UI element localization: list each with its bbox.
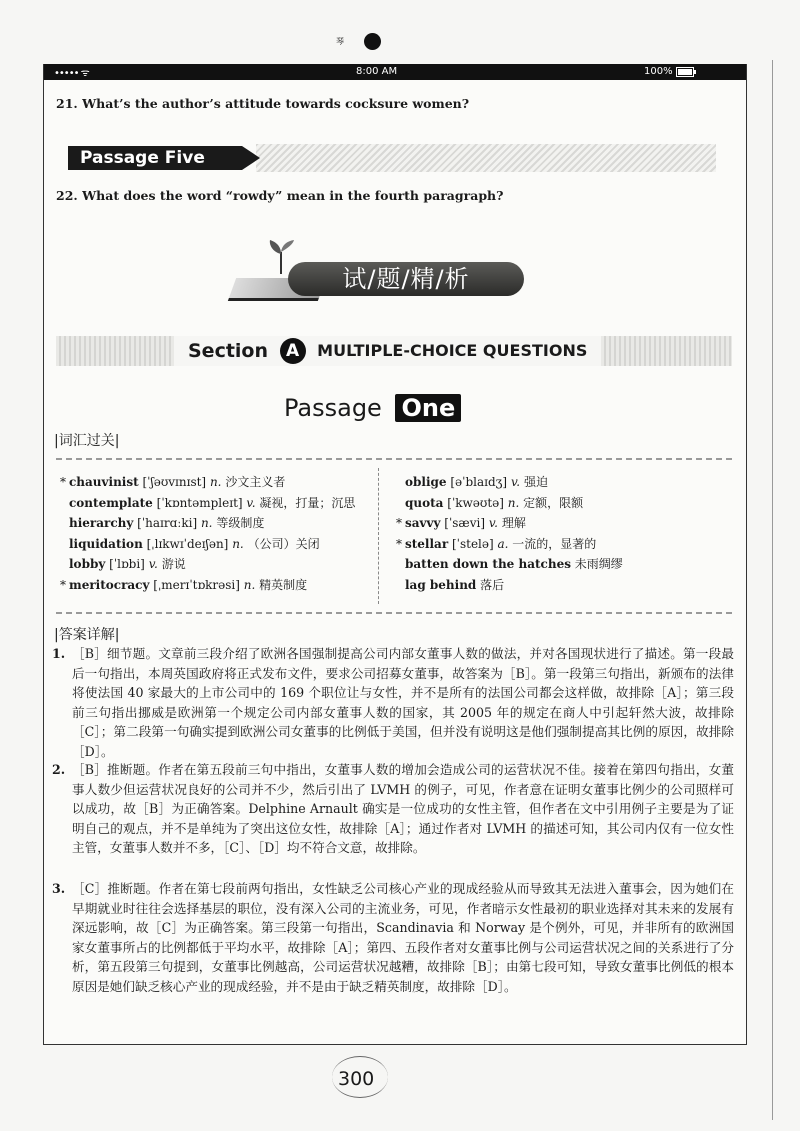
page-number: 300 [338,1068,375,1090]
vocab-entry: hierarchy [ˈhaɪrɑːki] n. 等级制度 [69,516,265,530]
answer-text: ［B］推断题。作者在第五段前三句中指出，女董事人数的增加会造成公司的运营状况不佳。接着在第四句指出，女董事人数少但运营状况良好的公司并不少，然后引出了 LVMH 的例子，可见，作者意在证明女董事比例少的公司照样可以成功，故［B］为正确答案。Delphine Arnault 确实是一位成功的女性主管，但作者在文中引用例子主要是为了证明自己的观点，并不是单纯为了突出这位女性，故排除［A］；通过作者对 LVMH 的描述可知，其公司内仅有一位女性主管，女董事人数并不多，［C］、［D］均不符合文意，故排除。 [72,762,734,856]
logo-title: 试/题/精/析 [288,262,524,296]
vocab-column-left [60,472,355,595]
status-bar [44,64,746,80]
device-screen [43,64,747,1045]
passage-number-badge: One [395,394,461,422]
vocab-entry: * savvy [ˈsævi] v. 理解 [396,516,526,530]
vocab-entry: lobby [ˈlɒbi] v. 游说 [69,557,186,571]
passage-banner-label: Passage Five [68,146,242,170]
vocab-column-right [396,472,623,595]
section-letter-badge: A [280,338,306,364]
vocab-entry: batten down the hatches 未雨绸缪 [405,557,623,571]
passage-word: Passage [284,394,382,422]
banner-arrow-icon [242,146,260,170]
status-time: 8:00 AM [356,66,398,77]
answer-item [54,879,734,997]
answer-text: ［B］细节题。文章前三段介绍了欧洲各国强制提高公司内部女董事人数的做法，并对各国现状进行了描述。第一段最后一句指出，本周英国政府将正式发布文件，要求公司招募女董事，故答案为［B］。第一段第三句指出，新颁布的法律将使法国 40 家最大的上市公司中的 169 个职位让与女性，并不是所有的法国公司都会这样做，故排除［A］；第三段前三句指出挪威是欧洲第一个规定公司内部女董事人数的国家，其 2005 年的规定在商人中引起轩然大波，故排除［C］；第二段第一句确实提到欧洲公司女董事的比例低于美国，但并没有说明这是他们强制提高其比例的原因，故排除［D］。 [72,646,734,759]
answer-number: 1. [52,646,66,661]
vocab-entry: lag behind 落后 [405,577,505,592]
answer-item [54,644,734,762]
question-21: 21. What’s the author’s attitude towards cocksure women? [56,96,470,111]
answer-item [54,760,734,858]
camera-icon [364,33,381,50]
section-label: Section [188,340,269,362]
vocab-entry: * chauvinist [ˈʃəʊvɪnɪst] n. 沙文主义者 [60,475,286,489]
vocab-entry: quota [ˈkwəʊtə] n. 定额，限额 [405,495,584,510]
answer-text: ［C］推断题。作者在第七段前两句指出，女性缺乏公司核心产业的现成经验从而导致其无法进入董事会，因为她们在早期就业时往往会选择基层的职位，没有深入公司的主流业务，可见，作者暗示女性最初的职业选择对其未来的发展有深远影响，故［C］为正确答案。第三段第一句指出，Scandinavia 和 Norway 是个例外，可见，并非所有的欧洲国家女董事所占的比例都低于平均水平，故排除［A］；第四、五段作者对女董事比例与公司运营状况之间的关系进行了分析，第五段第三句提到，女董事比例越高，公司运营状况越糟，故排除［B］；由第七段可知，导致女董事比例低的根本原因是她们缺乏核心产业的现成经验，并不是由于缺乏精英制度，故排除［D］。 [72,881,734,994]
banner-texture [256,144,716,172]
answer-number: 3. [52,881,66,896]
vocab-entry: oblige [əˈblaɪdʒ] v. 强迫 [405,475,548,489]
battery-percent: 100% [644,66,673,77]
battery-icon [676,67,694,77]
vocab-divider [378,468,379,604]
vocab-entry: * stellar [ˈstelə] a. 一流的，显著的 [396,536,597,551]
vocab-entry: * meritocracy [ˌmerɪˈtɒkrəsi] n. 精英制度 [60,577,308,592]
camera-label: 琴 [336,37,344,46]
answer-heading: |答案详解| [54,627,120,643]
section-heading [174,336,601,366]
section-type: MULTIPLE-CHOICE QUESTIONS [317,341,588,360]
vocab-box [56,458,732,614]
passage-banner [56,140,732,174]
vocab-entry: liquidation [ˌlɪkwɪˈdeɪʃən] n. （公司）关闭 [69,536,320,551]
signal-icon: ••••• ᯤ [54,68,89,79]
section-logo [232,236,532,326]
passage-title [284,394,461,422]
question-22: 22. What does the word “rowdy” mean in the fourth paragraph? [56,188,504,203]
vocab-heading: |词汇过关| [54,433,120,449]
section-banner [56,336,732,366]
vocab-entry: contemplate [ˈkɒntəmpleɪt] v. 凝视，打量；沉思 [69,495,356,510]
answer-number: 2. [52,762,66,777]
margin-line [772,60,773,1120]
